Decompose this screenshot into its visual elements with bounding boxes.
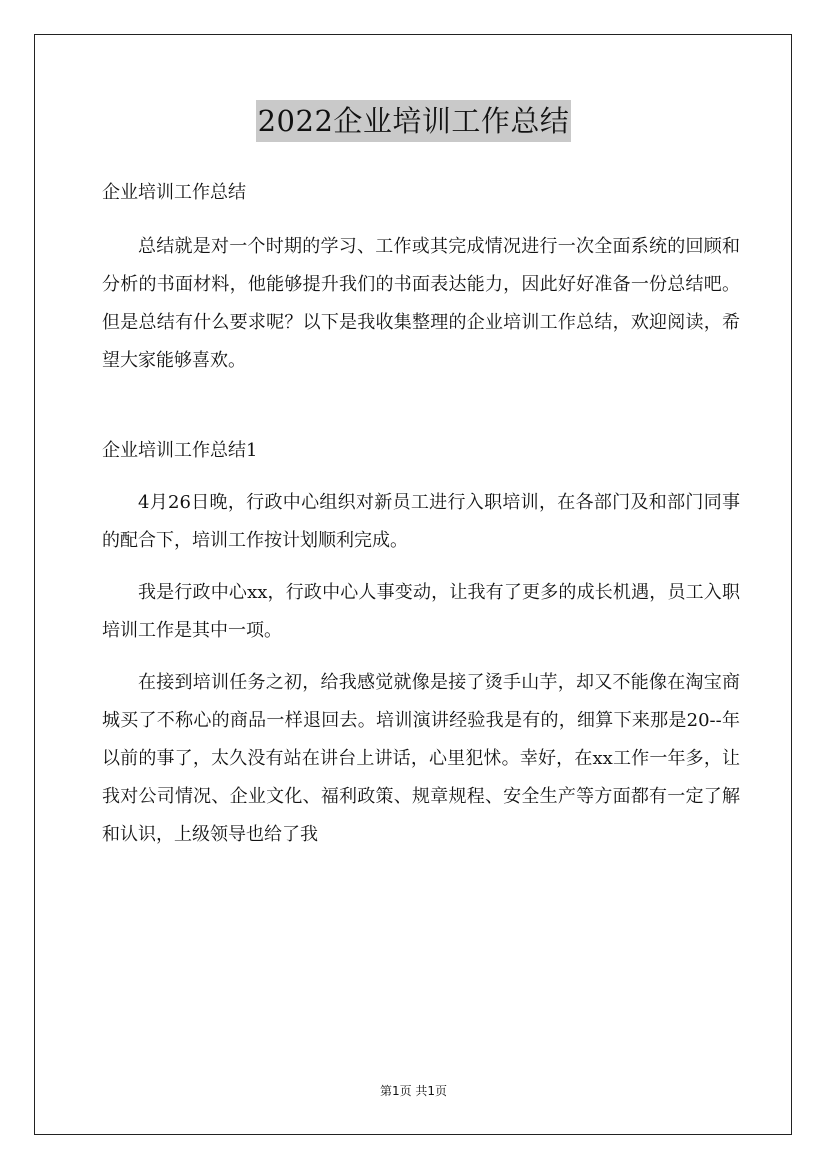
document-title: 2022企业培训工作总结 (256, 100, 572, 142)
intro-paragraph: 总结就是对一个时期的学习、工作或其完成情况进行一次全面系统的回顾和分析的书面材料，他能够提升我们的书面表达能力，因此好好准备一份总结吧。但是总结有什么要求呢？以下是我收集整理的企业培训工作总结，欢迎阅读，希望大家能够喜欢。 (102, 236, 740, 371)
body-paragraph-3: 在接到培训任务之初，给我感觉就像是接了烫手山芋，却又不能像在淘宝商城买了不称心的商品一样退回去。培训演讲经验我是有的，细算下来那是20--年以前的事了，太久没有站在讲台上讲话，心里犯怵。幸好，在xx工作一年多，让我对公司情况、企业文化、福利政策、规章规程、安全生产等方面都有一定了解和认识，上级领导也给了我 (102, 672, 740, 845)
title-container (0, 100, 827, 142)
section-heading-1: 企业培训工作总结1 (102, 440, 258, 461)
page-footer: 第1页 共1页 (379, 1084, 448, 1098)
document-body (102, 174, 740, 854)
body-paragraph-2: 我是行政中心xx，行政中心人事变动，让我有了更多的成长机遇，员工入职培训工作是其中一项。 (102, 582, 740, 641)
intro-heading: 企业培训工作总结 (102, 182, 246, 203)
body-paragraph-1: 4月26日晚，行政中心组织对新员工进行入职培训，在各部门及和部门同事的配合下，培训工作按计划顺利完成。 (102, 492, 740, 551)
